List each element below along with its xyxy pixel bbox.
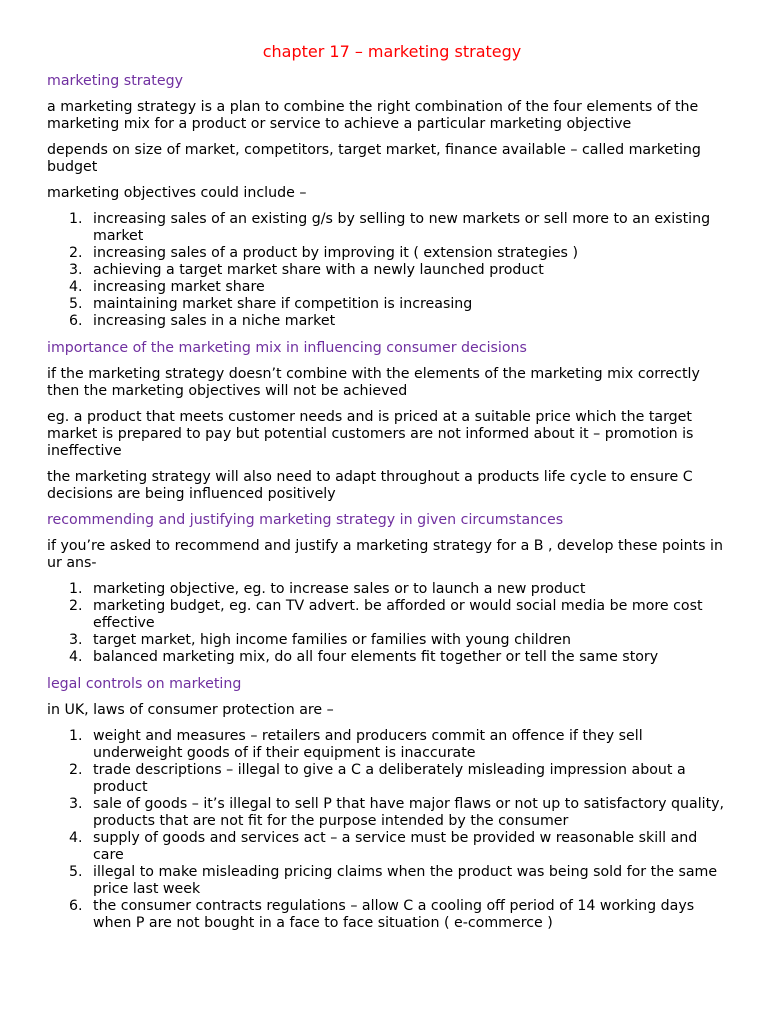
- list-item-number: 2.: [69, 598, 83, 614]
- list-item: [47, 296, 727, 313]
- section-heading: recommending and justifying marketing strategy in given circumstances: [47, 512, 564, 528]
- numbered-list: [47, 728, 727, 932]
- list-item-text: increasing market share: [93, 279, 265, 295]
- numbered-list: [47, 211, 727, 330]
- list-item-text: trade descriptions – illegal to give a C a deliberately misleading impression about a product: [93, 762, 686, 795]
- list-item: [47, 762, 727, 796]
- paragraph: the marketing strategy will also need to adapt throughout a products life cycle to ensure C decisions are being influenced positively: [47, 469, 693, 502]
- paragraph: if you’re asked to recommend and justify a marketing strategy for a B , develop these points in ur ans-: [47, 538, 723, 571]
- list-item: [47, 632, 727, 649]
- list-item-text: marketing budget, eg. can TV advert. be afforded or would social media be more cost effective: [93, 598, 703, 631]
- list-item-number: 6.: [69, 898, 83, 914]
- document-page: [47, 40, 727, 942]
- list-item-text: increasing sales of a product by improving it ( extension strategies ): [93, 245, 578, 261]
- list-item-text: sale of goods – it’s illegal to sell P that have major flaws or not up to satisfactory quality, products that are not fit for the purpose intended by the consumer: [93, 796, 725, 829]
- list-item: [47, 245, 727, 262]
- list-item-text: increasing sales in a niche market: [93, 313, 336, 329]
- list-item-number: 4.: [69, 830, 83, 846]
- list-item: [47, 796, 727, 830]
- list-item-number: 2.: [69, 762, 83, 778]
- paragraph: a marketing strategy is a plan to combine the right combination of the four elements of the marketing mix for a product or service to achieve a particular marketing objective: [47, 99, 699, 132]
- list-item: [47, 830, 727, 864]
- paragraph: eg. a product that meets customer needs and is priced at a suitable price which the target market is prepared to pay but potential customers are not informed about it – promotion is ineffective: [47, 409, 694, 459]
- list-item-text: balanced marketing mix, do all four elements fit together or tell the same story: [93, 649, 659, 665]
- list-item-number: 3.: [69, 796, 83, 812]
- paragraph: in UK, laws of consumer protection are –: [47, 702, 334, 718]
- list-item-text: increasing sales of an existing g/s by selling to new markets or sell more to an existing market: [93, 211, 711, 244]
- document-content: [47, 73, 727, 932]
- paragraph: if the marketing strategy doesn’t combine with the elements of the marketing mix correctly then the marketing objectives will not be achieved: [47, 366, 700, 399]
- paragraph: marketing objectives could include –: [47, 185, 307, 201]
- list-item: [47, 898, 727, 932]
- section-heading: legal controls on marketing: [47, 676, 242, 692]
- list-item-number: 5.: [69, 864, 83, 880]
- paragraph: depends on size of market, competitors, target market, finance available – called marketing budget: [47, 142, 701, 175]
- list-item-number: 1.: [69, 581, 83, 597]
- list-item-text: illegal to make misleading pricing claims when the product was being sold for the same price last week: [93, 864, 718, 897]
- list-item-text: weight and measures – retailers and producers commit an offence if they sell underweight goods of if their equipment is inaccurate: [93, 728, 643, 761]
- list-item: [47, 211, 727, 245]
- list-item: [47, 598, 727, 632]
- list-item-number: 1.: [69, 728, 83, 744]
- section-heading: importance of the marketing mix in influencing consumer decisions: [47, 340, 527, 356]
- list-item-number: 1.: [69, 211, 83, 227]
- list-item-number: 3.: [69, 262, 83, 278]
- list-item-text: the consumer contracts regulations – allow C a cooling off period of 14 working days when P are not bought in a face to face situation ( e-commerce ): [93, 898, 695, 931]
- list-item-number: 2.: [69, 245, 83, 261]
- list-item: [47, 728, 727, 762]
- list-item-number: 6.: [69, 313, 83, 329]
- list-item-number: 4.: [69, 649, 83, 665]
- list-item: [47, 864, 727, 898]
- list-item-text: target market, high income families or families with young children: [93, 632, 571, 648]
- list-item: [47, 581, 727, 598]
- list-item: [47, 262, 727, 279]
- list-item-number: 4.: [69, 279, 83, 295]
- list-item-text: achieving a target market share with a newly launched product: [93, 262, 544, 278]
- list-item-number: 5.: [69, 296, 83, 312]
- numbered-list: [47, 581, 727, 666]
- list-item: [47, 313, 727, 330]
- section-heading: marketing strategy: [47, 73, 183, 89]
- list-item-text: supply of goods and services act – a service must be provided w reasonable skill and care: [93, 830, 698, 863]
- list-item: [47, 279, 727, 296]
- list-item-text: maintaining market share if competition is increasing: [93, 296, 473, 312]
- list-item-number: 3.: [69, 632, 83, 648]
- list-item: [47, 649, 727, 666]
- list-item-text: marketing objective, eg. to increase sales or to launch a new product: [93, 581, 586, 597]
- page-title: chapter 17 – marketing strategy: [262, 42, 522, 61]
